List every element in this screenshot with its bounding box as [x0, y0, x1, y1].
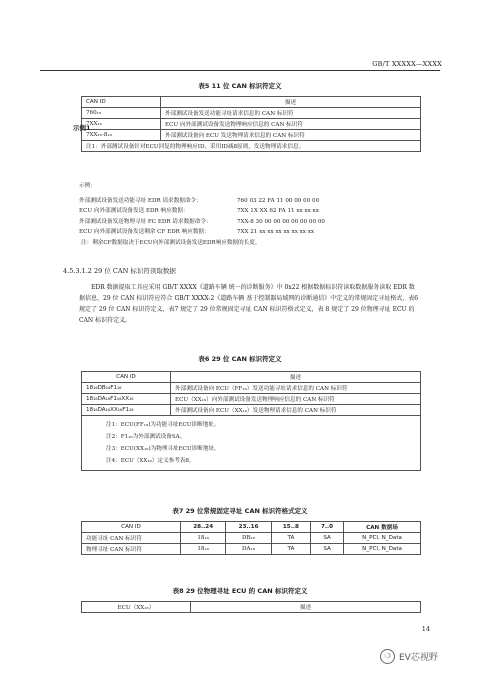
table7-cell: SA [311, 533, 344, 544]
table5-header-row [82, 97, 421, 108]
table7-cell: TA [271, 533, 310, 544]
table8-caption: 表8 29 位物理寻址 ECU 的 CAN 标识符定义 [172, 587, 308, 595]
table7-header: 23..16 [226, 522, 271, 533]
table5 [81, 96, 421, 152]
table5-cell-id: 760₁₆ [82, 108, 161, 119]
examples-block [79, 181, 325, 248]
example-label: ECU 向外部测试设备发送 EDR 响应数据： [79, 208, 189, 214]
table7-cell: 18₁₆ [181, 544, 226, 555]
table-row [82, 533, 421, 544]
table8-header: 描述 [191, 602, 421, 613]
table5-header-desc: 描述 [161, 97, 421, 108]
table8 [81, 601, 421, 613]
table-row [82, 544, 421, 555]
table-row [82, 394, 421, 405]
example-label: 外部测试设备发送功能寻址 EDR 请求数据命令： [79, 197, 202, 204]
example-line [79, 196, 325, 207]
table7-cell: N_PCI, N_Data [344, 533, 421, 544]
example-line [79, 206, 325, 217]
table-row [82, 119, 421, 130]
section-paragraph: EDR 数据提取工具应采用 GB/T XXXX《道路车辆 统一的诊断服务》中 0x22 根据数据标识符读取数据服务读取 EDR 数据信息，29 位 CAN 标识符应符合 GB/T XXXX-2《道路车辆 基于控制器局域网的诊断通信》中定义的常规固定寻址格式，表6 规定了 29 位 CAN 标识符定义，表7 规定了 29 位常规固定寻址 CAN 标识符格式定义，表 8 规定了 29 位物理寻址 ECU 的 CAN 标识符定义。 [79, 284, 419, 324]
table7-cell: 18₁₆ [181, 533, 226, 544]
table7 [81, 521, 421, 555]
table8-header-row [82, 602, 421, 613]
table6-header-desc: 描述 [171, 372, 421, 383]
table6-cell-id: 18₁₆DA₁₆XX₁₆F1₁₆ [82, 405, 171, 416]
table8-header: ECU（XX₁₆） [82, 602, 191, 613]
table6-notes [82, 416, 421, 471]
example-line [79, 227, 325, 238]
table7-header: 15..8 [271, 522, 310, 533]
table-row [82, 383, 421, 394]
table7-header: CAN ID [82, 522, 181, 533]
table5-caption: 表5 11 位 CAN 标识符定义 [198, 82, 282, 90]
table6-note: 注2：F1₁₆为外部测试设备SA。 [106, 434, 186, 440]
example-label: 外部测试设备发送物理寻址 FC EDR 请求数据命令： [79, 218, 212, 225]
table7-caption: 表7 29 位常规固定寻址 CAN 标识符格式定义 [172, 507, 308, 515]
examples-title: 示例： [79, 183, 96, 189]
table5-cell-desc: ECU 向外部测试设备发送物理响应信息的 CAN 标识符 [161, 119, 421, 130]
wechat-icon: ❍ [380, 649, 395, 664]
table7-cell: DA₁₆ [226, 544, 271, 555]
example-value: 7XX 1X XX 62 FA 11 xx xx xx [237, 208, 319, 214]
example-value: 760 03 22 FA 11 00 00 00 00 [237, 197, 320, 204]
table-row [82, 405, 421, 416]
table6-cell-desc: 外部测试设备向 ECU（XX₁₆）发送物理请求信息的 CAN 标识符 [171, 405, 421, 416]
table-row [82, 130, 421, 141]
table5-cell-desc: 外部测试设备向 ECU 发送物理请求信息的 CAN 标识符 [161, 130, 421, 141]
table7-cell: SA [311, 544, 344, 555]
table6 [81, 371, 421, 471]
table7-cell: 物理寻址 CAN 标识符 [82, 544, 181, 555]
example-label: ECU 向外部测试设备发送剩余 CF EDR 响应数据： [79, 229, 210, 235]
example-value: 7XX 21 xx xx xx xx xx xx xx [237, 229, 315, 235]
table7-header: 7..0 [311, 522, 344, 533]
table6-header-row [82, 372, 421, 383]
table5-note: 注1：外部测试设备针对ECU回复的物理响应ID，采用ID减8原则，发送物理请求信息。 [82, 141, 421, 152]
table6-note: 注4：ECU（XX₁₆）定义参考表8。 [106, 458, 195, 464]
table6-cell-desc: ECU（XX₁₆）向外部测试设备发送物理响应信息的 CAN 标识符 [171, 394, 421, 405]
table6-caption: 表6 29 位 CAN 标识符定义 [198, 355, 282, 363]
examples-note: 注：剩余CF数据取决于ECU向外部测试设备发送EDR响应数据的长度。 [81, 239, 261, 246]
table7-header: 28..24 [181, 522, 226, 533]
document-id: GB/T XXXXX—XXXX [372, 60, 442, 68]
table6-note: 注1：ECU(FF₁₆)为功能寻址ECU诊断地址。 [106, 422, 220, 428]
table6-header-canid: CAN ID [82, 372, 171, 383]
page-number: 14 [421, 625, 430, 633]
table7-header: CAN 数据场 [344, 522, 421, 533]
table5-cell-desc: 外部测试设备发送功能寻址请求信息的 CAN 标识符 [161, 108, 421, 119]
table7-header-row [82, 522, 421, 533]
table6-cell-id: 18₁₆DA₁₆F1₁₆XX₁₆ [82, 394, 171, 405]
table7-cell: 功能寻址 CAN 标识符 [82, 533, 181, 544]
watermark [380, 649, 438, 664]
watermark-text: EV芯视野 [399, 653, 438, 663]
table7-cell: TA [271, 544, 310, 555]
table-row [82, 108, 421, 119]
table6-cell-desc: 外部测试设备向 ECU（FF₁₆）发送功能寻址请求信息的 CAN 标识符 [171, 383, 421, 394]
example-line [79, 217, 325, 228]
table5-cell-id: 7XX₁₆ [82, 119, 161, 130]
table7-cell: DB₁₆ [226, 533, 271, 544]
table5-cell-id: 7XX₁₆-8₁₆ [82, 130, 161, 141]
table6-note: 注3：ECU(XX₁₆)为物理寻址ECU诊断地址。 [106, 446, 220, 452]
example-value: 7XX-8 30 00 00 00 00 00 00 00 [237, 218, 325, 225]
table5-header-canid: CAN ID [82, 97, 161, 108]
table5-overlay-label: 示例1 [73, 124, 91, 132]
header-rule [40, 70, 440, 71]
table6-cell-id: 18₁₆DB₁₆F1₁₆ [82, 383, 171, 394]
table-row [82, 141, 421, 152]
section-heading: 4.5.3.1.2 29 位 CAN 标识符读取数据 [63, 267, 176, 275]
table7-cell: N_PCI, N_Data [344, 544, 421, 555]
table6-notes-row [82, 416, 421, 471]
